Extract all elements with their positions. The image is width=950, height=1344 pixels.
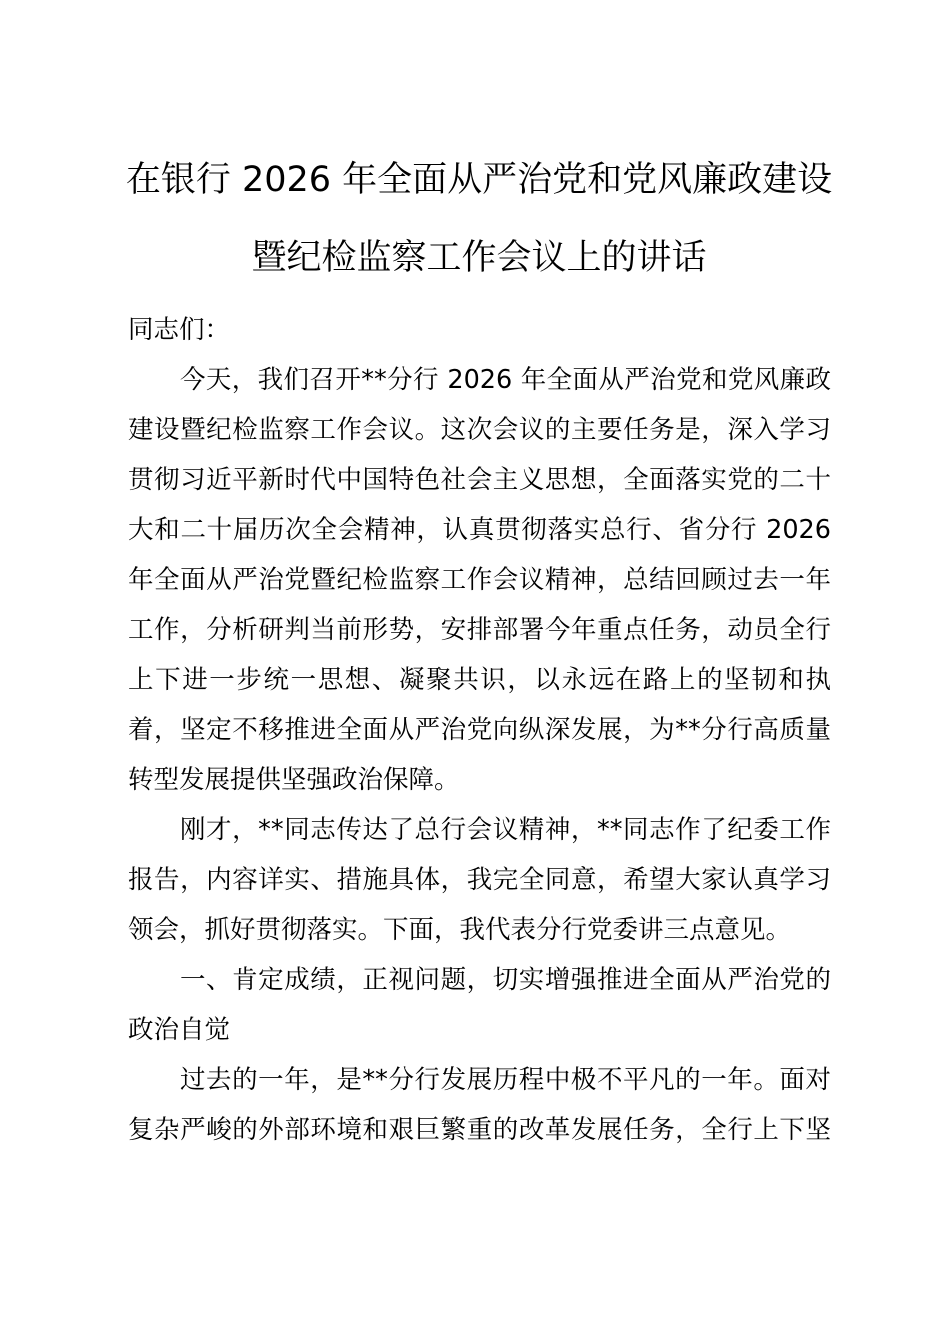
paragraph-line: 上下进一步统一思想、凝聚共识，以永远在路上的坚韧和执: [128, 665, 831, 695]
paragraph-line: 转型发展提供坚强政治保障。: [128, 765, 460, 795]
salutation: 同志们：: [128, 315, 231, 345]
paragraph-line: 贯彻习近平新时代中国特色社会主义思想，全面落实党的二十: [128, 465, 831, 495]
paragraph-line: 年全面从严治党暨纪检监察工作会议精神，总结回顾过去一年: [128, 565, 831, 595]
title-line: 暨纪检监察工作会议上的讲话: [251, 238, 707, 278]
paragraph-line: 领会，抓好贯彻落实。下面，我代表分行党委讲三点意见。: [128, 915, 792, 945]
paragraph-line: 工作，分析研判当前形势，安排部署今年重点任务，动员全行: [128, 615, 831, 645]
document-body: [128, 305, 831, 1155]
title-line: 在银行 2026 年全面从严治党和党风廉政建设: [125, 160, 833, 200]
paragraph-line: 大和二十届历次全会精神，认真贯彻落实总行、省分行 2026: [128, 515, 831, 545]
paragraph-line: 政治自觉: [128, 1015, 231, 1045]
paragraph-line: 刚才，**同志传达了总行会议精神，**同志作了纪委工作: [180, 815, 831, 845]
paragraph-line: 着，坚定不移推进全面从严治党向纵深发展，为**分行高质量: [128, 715, 831, 745]
paragraph-line: 报告，内容详实、措施具体，我完全同意，希望大家认真学习: [128, 865, 831, 895]
paragraph-line: 一、肯定成绩，正视问题，切实增强推进全面从严治党的: [180, 965, 831, 995]
document-title: [120, 141, 838, 297]
paragraph-line: 复杂严峻的外部环境和艰巨繁重的改革发展任务，全行上下坚: [128, 1115, 831, 1145]
paragraph-line: 过去的一年，是**分行发展历程中极不平凡的一年。面对: [180, 1065, 831, 1095]
paragraph-line: 今天，我们召开**分行 2026 年全面从严治党和党风廉政: [180, 365, 831, 395]
paragraph-line: 建设暨纪检监察工作会议。这次会议的主要任务是，深入学习: [128, 415, 831, 445]
